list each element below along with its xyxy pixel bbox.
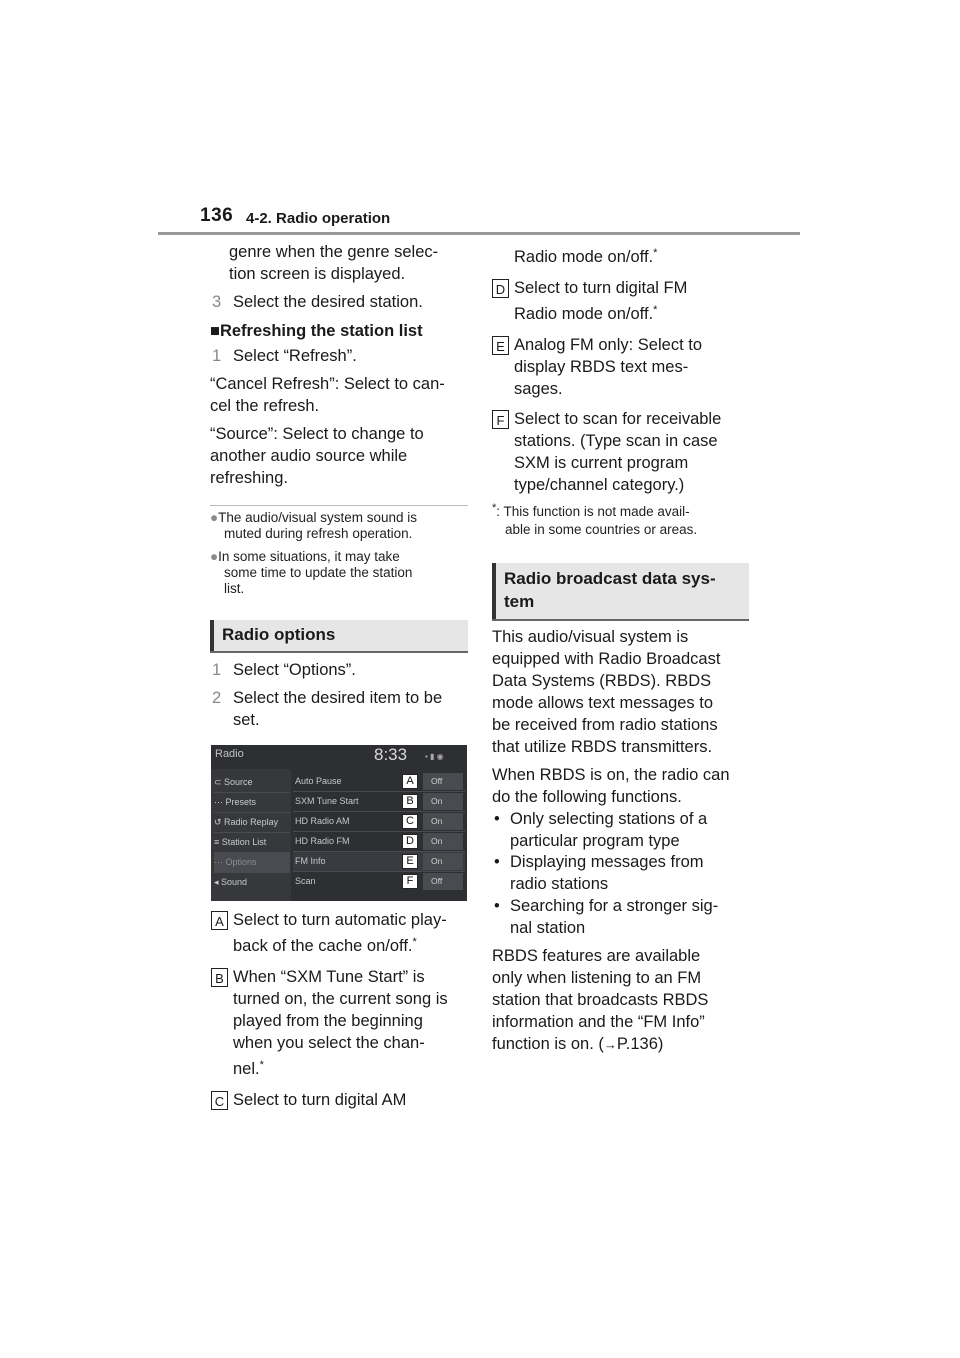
paragraph-line: cel the refresh. [210, 397, 320, 415]
screen-menu-station-list: ≡ Station List [214, 832, 290, 853]
step-number: 2 [212, 689, 222, 707]
item-f-text: type/channel category.) [514, 476, 685, 494]
paragraph-line: be received from radio stations [492, 716, 718, 734]
arrow-right-icon: → [603, 1037, 617, 1052]
paragraph-line: RBDS features are available [492, 947, 701, 965]
footnote: *: This function is not made avail- [492, 502, 690, 519]
item-d-text: Select to turn digital FM [514, 279, 688, 297]
note-line: some time to update the station [224, 565, 413, 580]
step-number: 1 [212, 661, 222, 679]
step-text: Select “Refresh”. [233, 347, 357, 365]
page-number: 136 [200, 205, 234, 226]
item-d-text: Radio mode on/off.* [514, 304, 658, 323]
label-box-f: F [492, 410, 509, 429]
paragraph-line: information and the “FM Info” [492, 1013, 705, 1031]
square-bullet-icon: ■ [210, 322, 220, 340]
step-text: Select the desired station. [233, 293, 423, 311]
item-b-text: When “SXM Tune Start” is [233, 968, 425, 986]
circle-bullet-icon: ● [210, 510, 219, 525]
item-b-text: nel.* [233, 1059, 264, 1078]
list-item: Searching for a stronger sig- [510, 897, 719, 915]
step-text: set. [233, 711, 260, 729]
item-b-text: when you select the chan- [233, 1034, 425, 1052]
item-b-text: turned on, the current song is [233, 990, 448, 1008]
paragraph-line: “Cancel Refresh”: Select to can- [210, 375, 445, 393]
step-number: 3 [212, 293, 222, 311]
paragraph-line: mode allows text messages to [492, 694, 714, 712]
note-rule [210, 505, 468, 506]
note-item: ●The audio/visual system sound is [210, 510, 418, 525]
note-line: muted during refresh operation. [224, 526, 413, 541]
list-bullet-icon: • [494, 897, 500, 915]
label-box-b: B [211, 968, 228, 987]
item-f-text: SXM is current program [514, 454, 689, 472]
note-line: list. [224, 581, 245, 596]
screen-row-sxm-tune-start: SXM Tune Start B On [293, 792, 465, 812]
item-a-text: Select to turn automatic play- [233, 911, 447, 929]
subheading: ■Refreshing the station list [210, 322, 423, 340]
screen-row-scan: Scan F Off [293, 872, 465, 891]
label-box-d: D [492, 279, 509, 298]
continuation-line: tion screen is displayed. [229, 265, 406, 283]
item-f-text: Select to scan for receivable [514, 410, 722, 428]
list-bullet-icon: • [494, 810, 500, 828]
page-reference-link[interactable]: P.136) [616, 1035, 664, 1053]
list-bullet-icon: • [494, 853, 500, 871]
item-e-text: display RBDS text mes- [514, 358, 689, 376]
item-c-text: Radio mode on/off.* [514, 247, 658, 266]
item-c-text: Select to turn digital AM [233, 1091, 407, 1109]
step-number: 1 [212, 347, 222, 365]
header-rule [158, 232, 800, 235]
paragraph-line: station that broadcasts RBDS [492, 991, 709, 1009]
paragraph-line: refreshing. [210, 469, 288, 487]
screen-clock: 8:33 [374, 745, 408, 764]
list-item: radio stations [510, 875, 609, 893]
item-a-text: back of the cache on/off.* [233, 936, 417, 955]
note-item: ●In some situations, it may take [210, 549, 400, 564]
label-box-e: E [492, 336, 509, 355]
label-box-a: A [211, 911, 228, 930]
paragraph-line: function is on. (→P.136) [492, 1035, 664, 1053]
heading-underline [210, 651, 468, 653]
step-text: Select the desired item to be [233, 689, 443, 707]
section-heading-radio-options: Radio options [210, 620, 468, 651]
section-title: 4-2. Radio operation [246, 210, 391, 227]
step-text: Select “Options”. [233, 661, 356, 679]
screen-menu-options: ⋯ Options [214, 852, 290, 873]
radio-options-screenshot [211, 745, 467, 901]
paragraph-line: that utilize RBDS transmitters. [492, 738, 713, 756]
screen-row-hd-radio-fm: HD Radio FM D On [293, 832, 465, 852]
list-item: nal station [510, 919, 586, 937]
circle-bullet-icon: ● [210, 549, 219, 564]
paragraph-line: another audio source while [210, 447, 408, 465]
paragraph-line: equipped with Radio Broadcast [492, 650, 721, 668]
footnote: able in some countries or areas. [505, 522, 698, 537]
paragraph-line: only when listening to an FM [492, 969, 702, 987]
label-box-c: C [211, 1091, 228, 1110]
list-item: Only selecting stations of a [510, 810, 708, 828]
screen-menu-source: ⊂ Source [214, 772, 290, 793]
screen-menu-radio-replay: ↺ Radio Replay [214, 812, 290, 833]
screen-menu-presets: ⋯ Presets [214, 792, 290, 813]
item-b-text: played from the beginning [233, 1012, 423, 1030]
heading-underline [492, 619, 749, 621]
item-e-text: Analog FM only: Select to [514, 336, 703, 354]
screen-row-fm-info: FM Info E On [293, 852, 465, 872]
section-heading-rbds: Radio broadcast data sys- tem [492, 563, 749, 619]
list-item: Displaying messages from [510, 853, 704, 871]
paragraph-line: “Source”: Select to change to [210, 425, 424, 443]
list-item: particular program type [510, 832, 680, 850]
paragraph-line: Data Systems (RBDS). RBDS [492, 672, 712, 690]
signal-status-icon: ▪ ▮ ◉ [425, 752, 444, 761]
item-f-text: stations. (Type scan in case [514, 432, 718, 450]
continuation-line: genre when the genre selec- [229, 243, 439, 261]
screen-row-auto-pause: Auto Pause A Off [293, 772, 465, 792]
paragraph-line: When RBDS is on, the radio can [492, 766, 730, 784]
item-e-text: sages. [514, 380, 563, 398]
paragraph-line: do the following functions. [492, 788, 682, 806]
screen-row-hd-radio-am: HD Radio AM C On [293, 812, 465, 832]
screen-menu-sound: ◂ Sound [214, 877, 248, 887]
screen-title: Radio [215, 748, 244, 760]
paragraph-line: This audio/visual system is [492, 628, 689, 646]
